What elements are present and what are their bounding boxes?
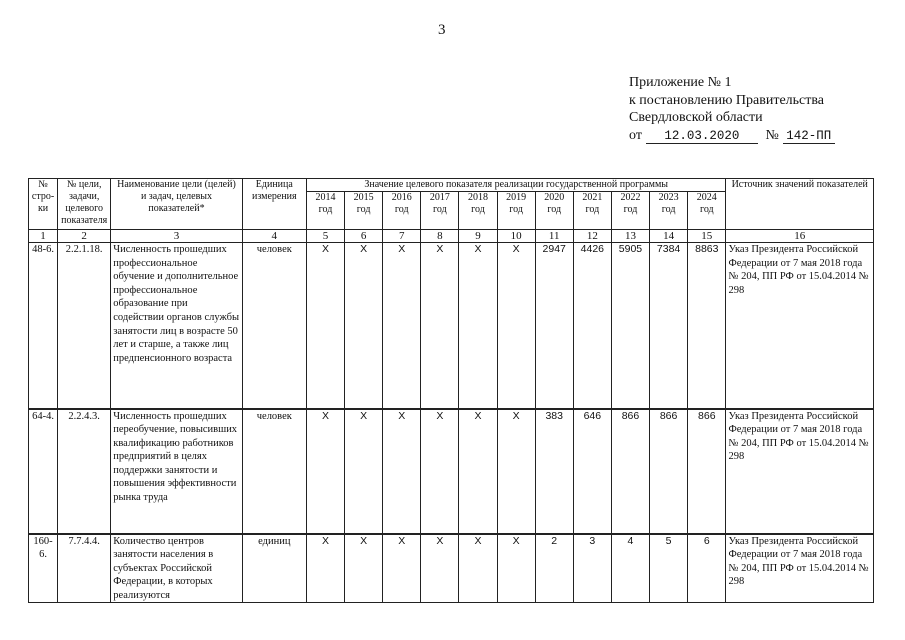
value-cell: 4 (611, 534, 649, 603)
column-number: 15 (688, 230, 726, 243)
header-unit: Единица измерения (242, 179, 306, 230)
row-number: 48-6. (29, 243, 58, 409)
column-number: 8 (421, 230, 459, 243)
row-number: 160-6. (29, 534, 58, 603)
value-cell: 8863 (688, 243, 726, 409)
value-cell: X (306, 409, 344, 534)
header-year: 2023 год (650, 192, 688, 230)
value-cell: X (497, 409, 535, 534)
appendix-block (629, 74, 835, 144)
unit-cell: человек (242, 243, 306, 409)
value-cell: 383 (535, 409, 573, 534)
value-cell: 7384 (650, 243, 688, 409)
value-cell: 646 (573, 409, 611, 534)
column-number: 14 (650, 230, 688, 243)
column-number: 16 (726, 230, 874, 243)
value-cell: X (497, 243, 535, 409)
value-cell: 5 (650, 534, 688, 603)
value-cell: X (345, 243, 383, 409)
column-number: 12 (573, 230, 611, 243)
header-year: 2021 год (573, 192, 611, 230)
value-cell: 5905 (611, 243, 649, 409)
value-cell: X (383, 534, 421, 603)
column-number: 11 (535, 230, 573, 243)
row-number: 64-4. (29, 409, 58, 534)
header-year: 2017 год (421, 192, 459, 230)
value-cell: X (459, 243, 497, 409)
column-number: 4 (242, 230, 306, 243)
indicator-name: Численность прошедших профессиональное обучение и дополнительное профессиональное образование при содействии органов службы занятости лиц в возрасте 50 лет и старше, а также лиц предпенсионного возраста (111, 243, 242, 409)
appendix-date-line (629, 127, 835, 145)
source-cell: Указ Президента Российской Федерации от 7 мая 2018 года № 204, ПП РФ от 15.04.2014 № 298 (726, 534, 874, 603)
indicator-name: Количество центров занятости населения в субъектах Российской Федерации, в которых реализуются (111, 534, 242, 603)
column-number: 6 (345, 230, 383, 243)
column-number: 5 (306, 230, 344, 243)
from-label: от (629, 127, 642, 143)
header-year: 2016 год (383, 192, 421, 230)
value-cell: X (345, 409, 383, 534)
appendix-line3: Свердловской области (629, 110, 763, 125)
value-cell: 3 (573, 534, 611, 603)
column-number: 3 (111, 230, 242, 243)
header-goal-num: № цели, задачи, целевого показателя (58, 179, 111, 230)
value-cell: X (383, 243, 421, 409)
value-cell: X (459, 534, 497, 603)
column-number: 2 (58, 230, 111, 243)
value-cell: X (345, 534, 383, 603)
header-year: 2015 год (345, 192, 383, 230)
value-cell: X (459, 409, 497, 534)
header-year: 2018 год (459, 192, 497, 230)
page-number: 3 (438, 22, 446, 38)
value-cell: 2 (535, 534, 573, 603)
value-cell: 866 (688, 409, 726, 534)
header-values-group: Значение целевого показателя реализации государственной программы (306, 179, 726, 192)
value-cell: 4426 (573, 243, 611, 409)
value-cell: X (383, 409, 421, 534)
table-row (29, 534, 874, 603)
header-year: 2019 год (497, 192, 535, 230)
value-cell: 6 (688, 534, 726, 603)
resolution-date: 12.03.2020 (646, 129, 758, 144)
column-number: 9 (459, 230, 497, 243)
value-cell: X (497, 534, 535, 603)
header-year: 2022 год (611, 192, 649, 230)
header-name: Наименование цели (целей) и задач, целевых показателей* (111, 179, 242, 230)
resolution-number: 142-ПП (783, 129, 835, 144)
value-cell: X (421, 534, 459, 603)
column-number: 1 (29, 230, 58, 243)
indicator-code: 7.7.4.4. (58, 534, 111, 603)
header-year: 2014 год (306, 192, 344, 230)
value-cell: 2947 (535, 243, 573, 409)
indicators-table (28, 178, 874, 603)
indicator-code: 2.2.1.18. (58, 243, 111, 409)
unit-cell: единиц (242, 534, 306, 603)
unit-cell: человек (242, 409, 306, 534)
value-cell: X (306, 534, 344, 603)
column-number: 13 (611, 230, 649, 243)
header-year: 2024 год (688, 192, 726, 230)
value-cell: X (306, 243, 344, 409)
header-row-num: № стро-ки (29, 179, 58, 230)
value-cell: 866 (650, 409, 688, 534)
indicator-code: 2.2.4.3. (58, 409, 111, 534)
column-number: 7 (383, 230, 421, 243)
value-cell: 866 (611, 409, 649, 534)
value-cell: X (421, 409, 459, 534)
column-number: 10 (497, 230, 535, 243)
source-cell: Указ Президента Российской Федерации от 7 мая 2018 года № 204, ПП РФ от 15.04.2014 № 298 (726, 243, 874, 409)
appendix-title: Приложение № 1 (629, 75, 732, 90)
indicator-name: Численность прошедших переобучение, повысивших квалификацию работников предприятий в целях поддержки занятости и повышения эффективности рынка труда (111, 409, 242, 534)
number-label: № (765, 127, 779, 143)
table-row (29, 243, 874, 409)
table-row (29, 409, 874, 534)
source-cell: Указ Президента Российской Федерации от 7 мая 2018 года № 204, ПП РФ от 15.04.2014 № 298 (726, 409, 874, 534)
header-source: Источник значений показателей (726, 179, 874, 230)
appendix-line2: к постановлению Правительства (629, 92, 825, 108)
header-year: 2020 год (535, 192, 573, 230)
value-cell: X (421, 243, 459, 409)
